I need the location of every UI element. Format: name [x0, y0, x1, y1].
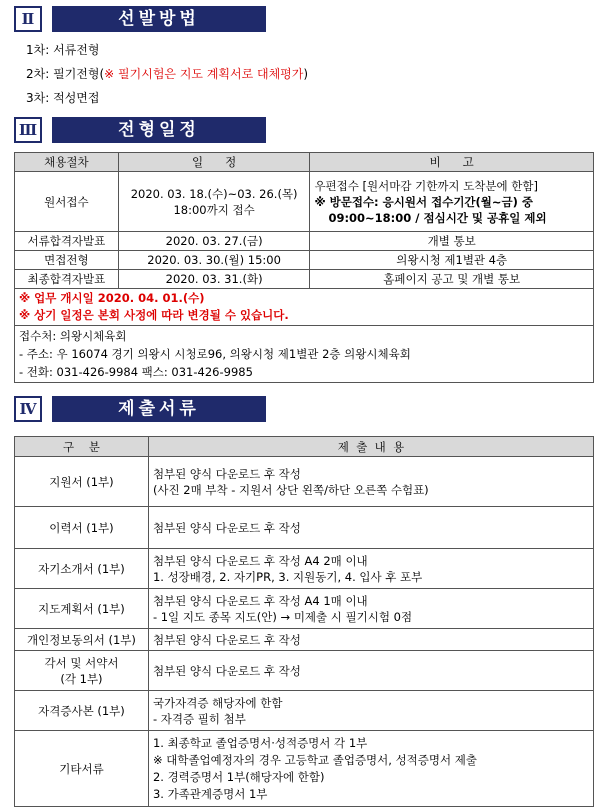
table-row: 최종합격자발표 2020. 03. 31.(화) 홈페이지 공고 및 개별 통보	[15, 270, 594, 289]
contact-address: - 주소: 우 16074 경기 의왕시 시청로96, 의왕시청 제1별관 2층 의왕시체육회	[19, 347, 411, 361]
schedule-header-note: 비 고	[310, 153, 594, 172]
section-4-header	[14, 396, 594, 422]
section-3-header	[14, 117, 594, 143]
notice-row	[15, 289, 594, 326]
table-row: 지도계획서 (1부) 첨부된 양식 다운로드 후 작성 A4 1매 이내 - 1일 지도 종목 지도(안) → 미제출 시 필기시험 0점	[15, 589, 594, 629]
schedule-header-date: 일 정	[118, 153, 310, 172]
notice-start-date: ※ 업무 개시일 2020. 04. 01.(수)	[19, 291, 205, 305]
table-row: 서류합격자발표 2020. 03. 27.(금) 개별 통보	[15, 232, 594, 251]
table-row: 면접전형 2020. 03. 30.(월) 15:00 의왕시청 제1별관 4층	[15, 251, 594, 270]
table-row: 자격증사본 (1부) 국가자격증 해당자에 한함 - 자격증 필히 첨부	[15, 691, 594, 731]
notice-change: ※ 상기 일정은 본회 사정에 따라 변경될 수 있습니다.	[19, 308, 289, 322]
documents-header-content: 제 출 내 용	[148, 437, 593, 457]
step-2: 2차: 필기전형(※ 필기시험은 지도 계획서로 대체평가)	[26, 67, 309, 81]
contact-row	[15, 326, 594, 383]
table-row: 이력서 (1부) 첨부된 양식 다운로드 후 작성	[15, 507, 594, 549]
table-row: 각서 및 서약서 (각 1부) 첨부된 양식 다운로드 후 작성	[15, 651, 594, 691]
section-2-number: Ⅱ	[14, 6, 42, 32]
schedule-header-step: 채용절차	[15, 153, 119, 172]
table-row: 자기소개서 (1부) 첨부된 양식 다운로드 후 작성 A4 2매 이내 1. 성장배경, 2. 자기PR, 3. 지원동기, 4. 입사 후 포부	[15, 549, 594, 589]
section-4-title: 제출서류	[52, 396, 266, 422]
section-2-title: 선발방법	[52, 6, 266, 32]
contact-phone: - 전화: 031-426-9984 팩스: 031-426-9985	[19, 365, 253, 379]
section-3-number: Ⅲ	[14, 117, 42, 143]
step-2-note: ※ 필기시험은 지도 계획서로 대체평가	[104, 67, 304, 81]
step-3: 3차: 적성면접	[26, 91, 100, 105]
documents-header-type: 구 분	[15, 437, 149, 457]
table-row: 원서접수 2020. 03. 18.(수)~03. 26.(목) 18:00까지 접수 우편접수 [원서마감 기한까지 도착분에 한함] ※ 방문접수: 응시원서 접수기간(월~금) 중 09:00~18:00 / 점심시간 및 공휴일 제외	[15, 172, 594, 232]
table-row: 개인정보동의서 (1부) 첨부된 양식 다운로드 후 작성	[15, 629, 594, 651]
documents-table	[14, 436, 594, 807]
section-2-header	[14, 6, 594, 32]
table-row: 지원서 (1부) 첨부된 양식 다운로드 후 작성 (사진 2매 부착 - 지원서 상단 왼쪽/하단 오른쪽 수험표)	[15, 457, 594, 507]
contact-office: 접수처: 의왕시체육회	[19, 329, 127, 343]
table-row: 기타서류 1. 최종학교 졸업증명서·성적증명서 각 1부 ※ 대학졸업예정자의 경우 고등학교 졸업증명서, 성적증명서 제출 2. 경력증명서 1부(해당자에 한함) 3. 가족관계증명서 1부	[15, 731, 594, 807]
step-1: 1차: 서류전형	[26, 43, 100, 57]
schedule-table	[14, 152, 594, 383]
section-4-number: Ⅳ	[14, 396, 42, 422]
section-3-title: 전형일정	[52, 117, 266, 143]
